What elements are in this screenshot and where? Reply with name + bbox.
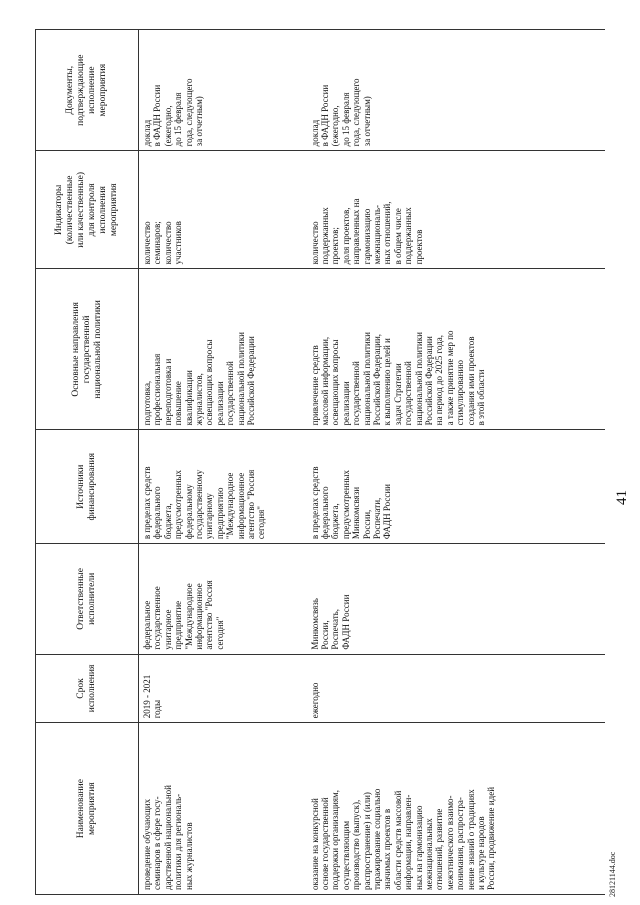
cell-executors: Минкомсвязь России, Роспечать, ФАДН России — [307, 544, 606, 655]
column-header-funding: Источники финансирования — [36, 430, 139, 544]
table-row — [139, 30, 307, 895]
column-header-documents: Документы, подтверждающие исполнение мероприятия — [36, 30, 139, 151]
cell-directions: привлечение средств массовой информации, освещающих вопросы реализации государственной национальной политики Российской Федерации, к выполнению целей и задач Стратегии государственной национальной политики Российской Федерации на период до 2025 года, а также принятие мер по стимулированию создания ими проектов в этой области — [307, 269, 606, 430]
footer-filename: 28121144.doc — [608, 851, 617, 897]
cell-name: оказание на конкурсной основе государственной поддержки организациям, осуществляющим производство (выпуск), распространение) и (или) тиражирование социально значимых проектов в области средств массовой информации, направлен- ных на гармонизацию межнациональных отношений, развитие межэтнического взаимо- понимания, распростра- нение знаний о традициях и культуре народов России, продвижение идей — [307, 723, 606, 895]
cell-funding: в пределах средств федерального бюджета, предусмотренных федеральному государственному унитарному предприятию "Международное информационное агентство "Россия сегодня" — [139, 430, 307, 544]
column-header-term: Срок исполнения — [36, 654, 139, 723]
column-header-directions: Основные направления государственной национальной политики — [36, 269, 139, 430]
page-number: 41 — [614, 490, 630, 505]
cell-indicators: количество семинаров; количество участников — [139, 151, 307, 269]
cell-funding: в пределах средств федерального бюджета, предусмотренных Минкомсвязи России, Роспечати, ФАДН России — [307, 430, 606, 544]
column-header-name: Наименование мероприятия — [36, 723, 139, 895]
cell-indicators: количество поддержанных проектов; доля проектов, направленных на гармонизацию межнациональ- ных отношений, в общем числе поддержанных проектов — [307, 151, 606, 269]
table-row — [307, 30, 606, 895]
cell-executors: федеральное государственное унитарное предприятие "Международное информационное агентство "Россия сегодня" — [139, 544, 307, 655]
cell-term: ежегодно — [307, 654, 606, 723]
column-header-indicators: Индикаторы (количественные или качественные) для контроля исполнения мероприятия — [36, 151, 139, 269]
column-header-executors: Ответственные исполнители — [36, 544, 139, 655]
cell-documents: доклад в ФАДН России (ежегодно, до 15 февраля года, следующего за отчетным) — [139, 30, 307, 151]
cell-documents: доклад в ФАДН России (ежегодно, до 15 февраля года, следующего за отчетным) — [307, 30, 606, 151]
cell-directions: подготовка, профессиональная переподготовка и повышение квалификации журналистов, освещающих вопросы реализации государственной национальной политики Российской Федерации — [139, 269, 307, 430]
cell-name: проведение обучающих семинаров в сфере госу- дарственной национальной политики для региональ- ных журналистов — [139, 723, 307, 895]
table-header-row — [36, 30, 139, 895]
cell-term: 2019 - 2021 годы — [139, 654, 307, 723]
measures-table — [35, 29, 605, 895]
